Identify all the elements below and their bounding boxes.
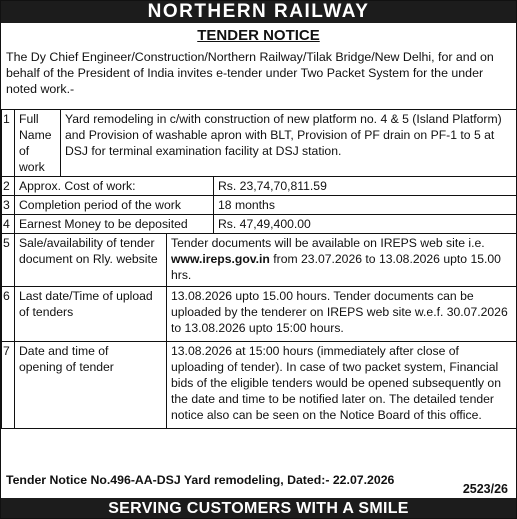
row-number: 6 — [2, 287, 15, 342]
slogan-banner: SERVING CUSTOMERS WITH A SMILE — [1, 498, 516, 519]
row-number: 5 — [2, 234, 15, 287]
notice-title: TENDER NOTICE — [197, 27, 320, 44]
row-label: Last date/Time of upload of tenders — [15, 287, 167, 342]
row-label: Sale/availability of tender document on Rly. website — [15, 234, 167, 287]
row-value: Rs. 23,74,70,811.59 — [214, 177, 517, 196]
row-label: Completion period of the work — [15, 196, 214, 215]
row-label: Full Name of work — [15, 110, 61, 177]
table-row — [2, 287, 517, 342]
row-number: 7 — [2, 342, 15, 429]
row-label: Date and time of opening of tender — [15, 342, 167, 429]
row-label: Approx. Cost of work: — [15, 177, 214, 196]
row-number: 4 — [2, 215, 15, 234]
tender-details-table — [1, 109, 517, 429]
table-row — [2, 215, 517, 234]
ireps-link[interactable]: www.ireps.gov.in — [171, 252, 270, 266]
row-number: 3 — [2, 196, 15, 215]
row-value: Rs. 47,49,400.00 — [214, 215, 517, 234]
intro-paragraph: The Dy Chief Engineer/Construction/Northern Railway/Tilak Bridge/New Delhi, for and on behalf of the President of India invites e-tender under Two Packet System for the under noted work.- — [6, 50, 494, 96]
row-label: Earnest Money to be deposited — [15, 215, 214, 234]
row-number: 1 — [2, 110, 15, 177]
org-banner: NORTHERN RAILWAY — [1, 1, 516, 23]
table-row — [2, 177, 517, 196]
value-prefix: Tender documents will be available on IREPS web site i.e. — [171, 236, 485, 250]
table-row — [2, 110, 517, 177]
row-value: 13.08.2026 upto 15.00 hours. Tender documents can be uploaded by the tenderer on IREPS web site w.e.f. 30.07.2026 to 13.08.2026 upto 15:00 hours. — [167, 287, 517, 342]
tender-reference: Tender Notice No.496-AA-DSJ Yard remodeling, Dated:- 22.07.2026 — [6, 473, 395, 487]
row-value: 18 months — [214, 196, 517, 215]
table-row — [2, 342, 517, 429]
value-suffix: from 23.07.2026 to 13.08.2026 upto 15.00 hrs. — [171, 252, 501, 282]
row-value — [167, 234, 517, 287]
table-row — [2, 234, 517, 287]
row-value: 13.08.2026 at 15:00 hours (immediately after close of uploading of tender). In case of two packet system, Financial bids of the eligible tenders would be opened subsequently on the date and time to be notified later on. The detailed tender notice also can be seen on the Notice Board of this office. — [167, 342, 517, 429]
row-number: 2 — [2, 177, 15, 196]
notice-code: 2523/26 — [462, 482, 508, 496]
row-value: Yard remodeling in c/with construction of new platform no. 4 & 5 (Island Platform) and Provision of washable apron with BLT, Provision of PF drain on PF-1 to 5 at DSJ for terminal examination facility at DSJ station. — [61, 110, 517, 177]
table-row — [2, 196, 517, 215]
